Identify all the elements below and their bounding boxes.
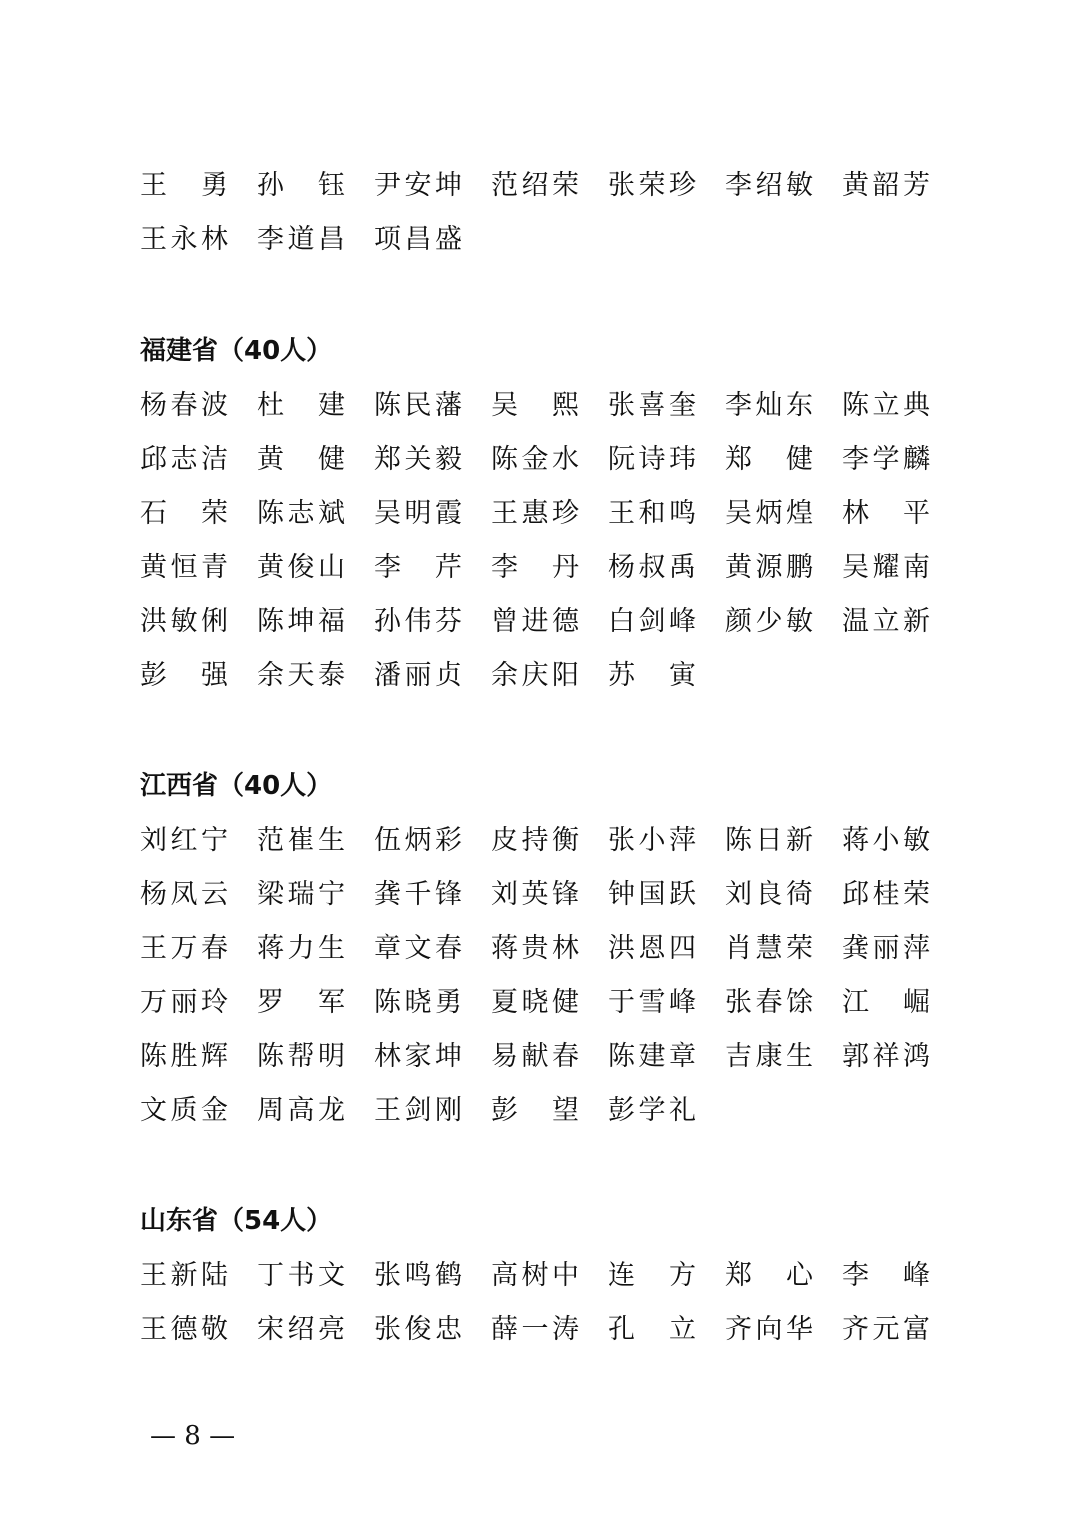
name-entry: 吴明霞 xyxy=(374,498,462,529)
name-entry: 孔 立 xyxy=(608,1314,696,1345)
name-entry: 郑关毅 xyxy=(374,444,462,475)
name-entry: 张小萍 xyxy=(608,825,696,856)
name-entry: 杜 建 xyxy=(257,390,345,421)
name-entry: 李学麟 xyxy=(842,444,930,475)
name-entry: 林家坤 xyxy=(374,1041,462,1072)
name-entry: 皮持衡 xyxy=(491,825,579,856)
name-entry: 薛一涛 xyxy=(491,1314,579,1345)
section-heading: 山东省（54人） xyxy=(140,1206,333,1236)
name-entry: 张荣珍 xyxy=(608,170,696,201)
name-entry: 文质金 xyxy=(140,1095,228,1126)
name-entry: 李 丹 xyxy=(491,552,579,583)
name-entry: 吉康生 xyxy=(725,1041,813,1072)
name-entry: 万丽玲 xyxy=(140,987,228,1018)
name-entry: 刘英锋 xyxy=(491,879,579,910)
name-entry: 丁书文 xyxy=(257,1260,345,1291)
name-entry: 张喜奎 xyxy=(608,390,696,421)
name-entry: 尹安坤 xyxy=(374,170,462,201)
name-entry: 张鸣鹤 xyxy=(374,1260,462,1291)
name-entry: 刘红宁 xyxy=(140,825,228,856)
name-entry: 周高龙 xyxy=(257,1095,345,1126)
name-entry: 陈志斌 xyxy=(257,498,345,529)
name-entry: 项昌盛 xyxy=(374,224,462,255)
name-entry: 梁瑞宁 xyxy=(257,879,345,910)
name-entry: 彭 强 xyxy=(140,660,228,691)
name-entry: 王永林 xyxy=(140,224,228,255)
name-entry: 黄恒青 xyxy=(140,552,228,583)
name-entry: 吴耀南 xyxy=(842,552,930,583)
page-number: — 8 — xyxy=(150,1421,236,1451)
name-entry: 曾进德 xyxy=(491,606,579,637)
name-entry: 陈日新 xyxy=(725,825,813,856)
name-entry: 余庆阳 xyxy=(491,660,579,691)
name-entry: 李 芹 xyxy=(374,552,462,583)
name-entry: 伍炳彩 xyxy=(374,825,462,856)
name-entry: 李道昌 xyxy=(257,224,345,255)
name-entry: 罗 军 xyxy=(257,987,345,1018)
name-grid xyxy=(140,821,940,1131)
name-grid xyxy=(140,166,940,260)
name-entry: 陈胜辉 xyxy=(140,1041,228,1072)
name-entry: 蒋力生 xyxy=(257,933,345,964)
section-heading: 江西省（40人） xyxy=(140,771,333,801)
name-entry: 邱志洁 xyxy=(140,444,228,475)
name-entry: 龚千锋 xyxy=(374,879,462,910)
section-continued xyxy=(140,166,940,260)
name-entry: 陈帮明 xyxy=(257,1041,345,1072)
name-entry: 阮诗玮 xyxy=(608,444,696,475)
name-entry: 吴 熙 xyxy=(491,390,579,421)
name-entry: 邱桂荣 xyxy=(842,879,930,910)
name-entry: 苏 寅 xyxy=(608,660,696,691)
name-entry: 黄韶芳 xyxy=(842,170,930,201)
name-entry: 陈民藩 xyxy=(374,390,462,421)
name-entry: 吴炳煌 xyxy=(725,498,813,529)
name-entry: 杨春波 xyxy=(140,390,228,421)
name-entry: 孙 钰 xyxy=(257,170,345,201)
name-entry: 范崔生 xyxy=(257,825,345,856)
name-entry: 洪敏俐 xyxy=(140,606,228,637)
name-entry: 范绍荣 xyxy=(491,170,579,201)
name-entry: 易献春 xyxy=(491,1041,579,1072)
name-entry: 余天泰 xyxy=(257,660,345,691)
name-entry: 齐元富 xyxy=(842,1314,930,1345)
name-entry: 彭学礼 xyxy=(608,1095,696,1126)
name-entry: 温立新 xyxy=(842,606,930,637)
section-fujian xyxy=(140,331,940,696)
name-entry: 陈晓勇 xyxy=(374,987,462,1018)
name-entry: 高树中 xyxy=(491,1260,579,1291)
name-entry: 蒋贵林 xyxy=(491,933,579,964)
name-entry: 肖慧荣 xyxy=(725,933,813,964)
name-entry: 王剑刚 xyxy=(374,1095,462,1126)
name-entry: 陈金水 xyxy=(491,444,579,475)
name-entry: 黄源鹏 xyxy=(725,552,813,583)
name-entry: 郭祥鸿 xyxy=(842,1041,930,1072)
name-entry: 张俊忠 xyxy=(374,1314,462,1345)
name-grid xyxy=(140,386,940,696)
name-entry: 黄 健 xyxy=(257,444,345,475)
name-entry: 郑 健 xyxy=(725,444,813,475)
name-entry: 齐向华 xyxy=(725,1314,813,1345)
name-entry: 宋绍亮 xyxy=(257,1314,345,1345)
name-entry: 林 平 xyxy=(842,498,930,529)
name-entry: 陈建章 xyxy=(608,1041,696,1072)
name-entry: 白剑峰 xyxy=(608,606,696,637)
name-entry: 王万春 xyxy=(140,933,228,964)
name-entry: 石 荣 xyxy=(140,498,228,529)
name-entry: 李绍敏 xyxy=(725,170,813,201)
name-grid xyxy=(140,1256,940,1350)
name-entry: 洪恩四 xyxy=(608,933,696,964)
name-entry: 钟国跃 xyxy=(608,879,696,910)
name-entry: 江 崛 xyxy=(842,987,930,1018)
name-entry: 张春馀 xyxy=(725,987,813,1018)
name-entry: 陈立典 xyxy=(842,390,930,421)
name-entry: 章文春 xyxy=(374,933,462,964)
section-shandong xyxy=(140,1201,940,1350)
name-entry: 孙伟芬 xyxy=(374,606,462,637)
name-entry: 李灿东 xyxy=(725,390,813,421)
section-heading: 福建省（40人） xyxy=(140,336,333,366)
section-jiangxi xyxy=(140,766,940,1131)
name-entry: 杨叔禹 xyxy=(608,552,696,583)
name-entry: 颜少敏 xyxy=(725,606,813,637)
name-entry: 刘良徛 xyxy=(725,879,813,910)
name-entry: 陈坤福 xyxy=(257,606,345,637)
name-entry: 龚丽萍 xyxy=(842,933,930,964)
name-entry: 蒋小敏 xyxy=(842,825,930,856)
name-entry: 郑 心 xyxy=(725,1260,813,1291)
name-entry: 于雪峰 xyxy=(608,987,696,1018)
name-entry: 黄俊山 xyxy=(257,552,345,583)
name-entry: 王 勇 xyxy=(140,170,228,201)
name-entry: 王和鸣 xyxy=(608,498,696,529)
name-entry: 连 方 xyxy=(608,1260,696,1291)
name-entry: 杨凤云 xyxy=(140,879,228,910)
name-entry: 李 峰 xyxy=(842,1260,930,1291)
name-entry: 王惠珍 xyxy=(491,498,579,529)
name-entry: 王德敬 xyxy=(140,1314,228,1345)
name-entry: 夏晓健 xyxy=(491,987,579,1018)
name-entry: 彭 望 xyxy=(491,1095,579,1126)
name-entry: 潘丽贞 xyxy=(374,660,462,691)
name-entry: 王新陆 xyxy=(140,1260,228,1291)
